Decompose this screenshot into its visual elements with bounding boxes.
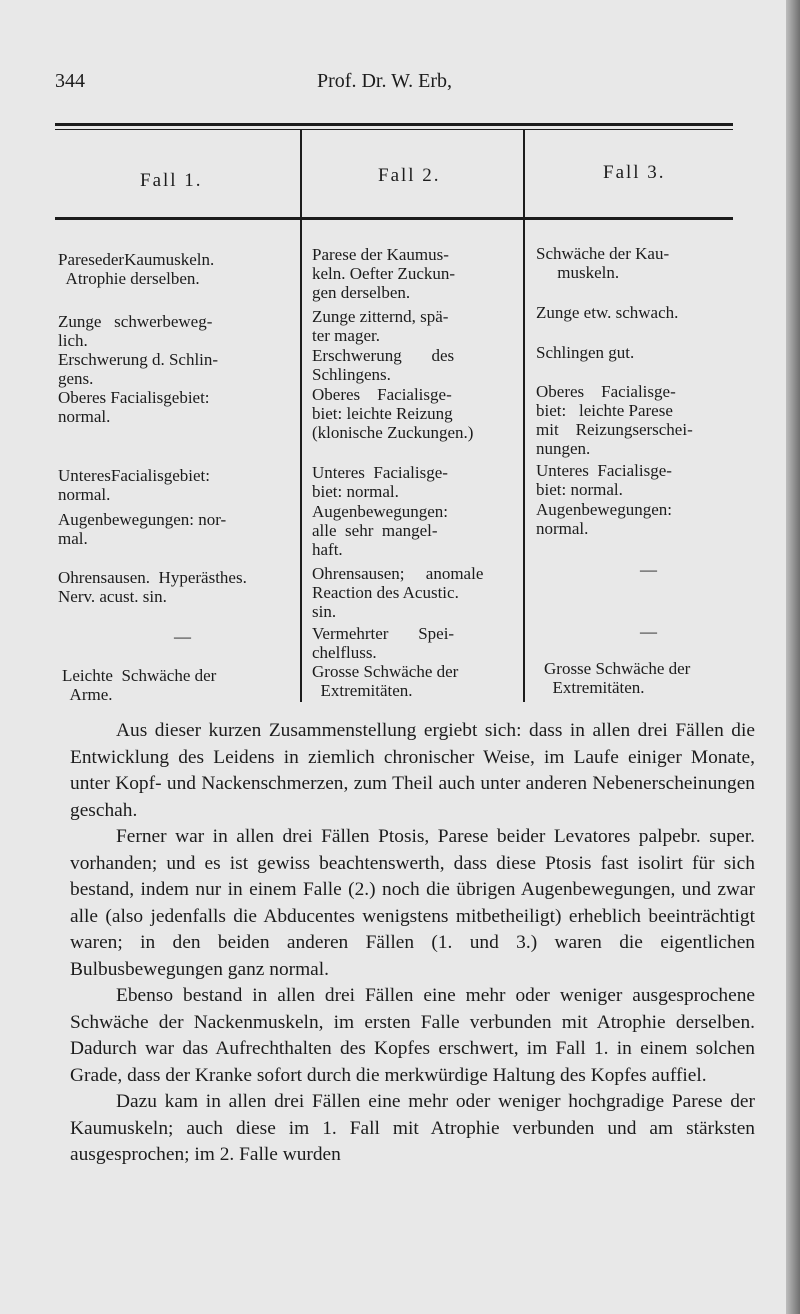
table-cell: Erschwerung des Schlingens. [312,346,455,384]
column-header-fall-1: Fall 1. [140,170,203,191]
table-cell: Parese der Kaumus- keln. Oefter Zuckun- gen derselben. [312,245,456,302]
table-cell: Zunge zitternd, spä- ter mager. [312,307,449,345]
table-cell: Augenbewegungen: alle sehr mangel- haft. [312,502,448,559]
table-cell: Augenbewegungen: nor- mal. [58,510,227,548]
table-cell: Erschwerung d. Schlin- gens. [58,350,219,388]
table-divider-1 [300,130,302,702]
table-cell: Schwäche der Kau- muskeln. [536,244,670,282]
paragraph: Dazu kam in allen drei Fällen eine mehr oder weniger hochgradige Parese der Kaumuskeln; auch diese im 1. Fall mit Atrophie verbunden und am stärksten ausgesprochen; im 2. Falle wurden [70,1091,755,1165]
table-cell: UnteresFacialisgebiet: normal. [58,466,211,504]
table-cell: Unteres Facialisge- biet: normal. [312,463,448,501]
column-header-fall-2: Fall 2. [378,165,441,186]
running-head: Prof. Dr. W. Erb, [317,70,452,92]
paragraph: Aus dieser kurzen Zusammenstellung ergiebt sich: dass in allen drei Fällen die Entwicklung des Leidens in ziemlich chronischer Weise, im Laufe einiger Monate, unter Kopf- und Nackenschmerzen, zum Theil auch unter anderen Nebenerscheinungen geschah. [70,720,755,821]
page-number: 344 [55,70,85,92]
table-cell: Oberes Facialisge- biet: leichte Parese mit Reizungserschei- nungen. [536,382,693,458]
table-cell: Grosse Schwäche der Extremitäten. [544,659,691,697]
column-header-fall-3: Fall 3. [603,162,666,183]
table-cell: — [640,622,657,641]
paragraph: Ferner war in allen drei Fällen Ptosis, Parese beider Levatores palpebr. super. vorhanden; und es ist gewiss beachtenswerth, dass diese Ptosis fast isolirt für sich bestand, indem nur in einem Falle (2.) noch die übrigen Augenbewegungen, und zwar alle (also jedenfalls die Abducentes wenigstens mitbetheiligt) erheblich beeinträchtigt waren; in den beiden anderen Fällen (1. und 3.) waren die eigentlichen Bulbusbewegungen ganz normal. [70,826,755,980]
table-cell: Schlingen gut. [536,343,635,362]
table-top-rule-thin [55,129,733,130]
table-cell: Zunge etw. schwach. [536,303,679,322]
table-cell: — [640,560,657,579]
table-cell: — [174,627,191,646]
page-header [55,70,760,100]
table-cell: Zunge schwerbeweg- lich. [58,312,213,350]
table-cell: Grosse Schwäche der Extremitäten. [312,662,459,700]
table-cell: Leichte Schwäche der Arme. [62,666,217,704]
table-cell: Augenbewegungen: normal. [536,500,672,538]
table-divider-2 [523,130,525,702]
paragraph: Ebenso bestand in allen drei Fällen eine mehr oder weniger ausgesprochene Schwäche der Nackenmuskeln, im ersten Falle verbunden mit Atrophie derselben. Dadurch war das Aufrechthalten des Kopfes erschwert, im Fall 1. in einem solchen Grade, dass der Kranke sofort durch die merkwürdige Haltung des Kopfes auffiel. [70,985,755,1086]
table-cell: Vermehrter Spei- chelfluss. [312,624,455,662]
table-cell: Ohrensausen. Hyperästhes. Nerv. acust. sin. [58,568,247,606]
table-top-rule-thick [55,123,733,126]
table-header-rule [55,217,733,220]
body-text [70,718,755,1169]
page-edge-shadow [786,0,800,1314]
table-cell: ParesederKaumuskeln. Atrophie derselben. [58,250,215,288]
table-cell: Oberes Facialisgebiet: normal. [58,388,210,426]
table-cell: Ohrensausen; anomale Reaction des Acustic. sin. [312,564,484,621]
table-cell: Unteres Facialisge- biet: normal. [536,461,672,499]
table-cell: Oberes Facialisge- biet: leichte Reizung (klonische Zuckungen.) [312,385,474,442]
